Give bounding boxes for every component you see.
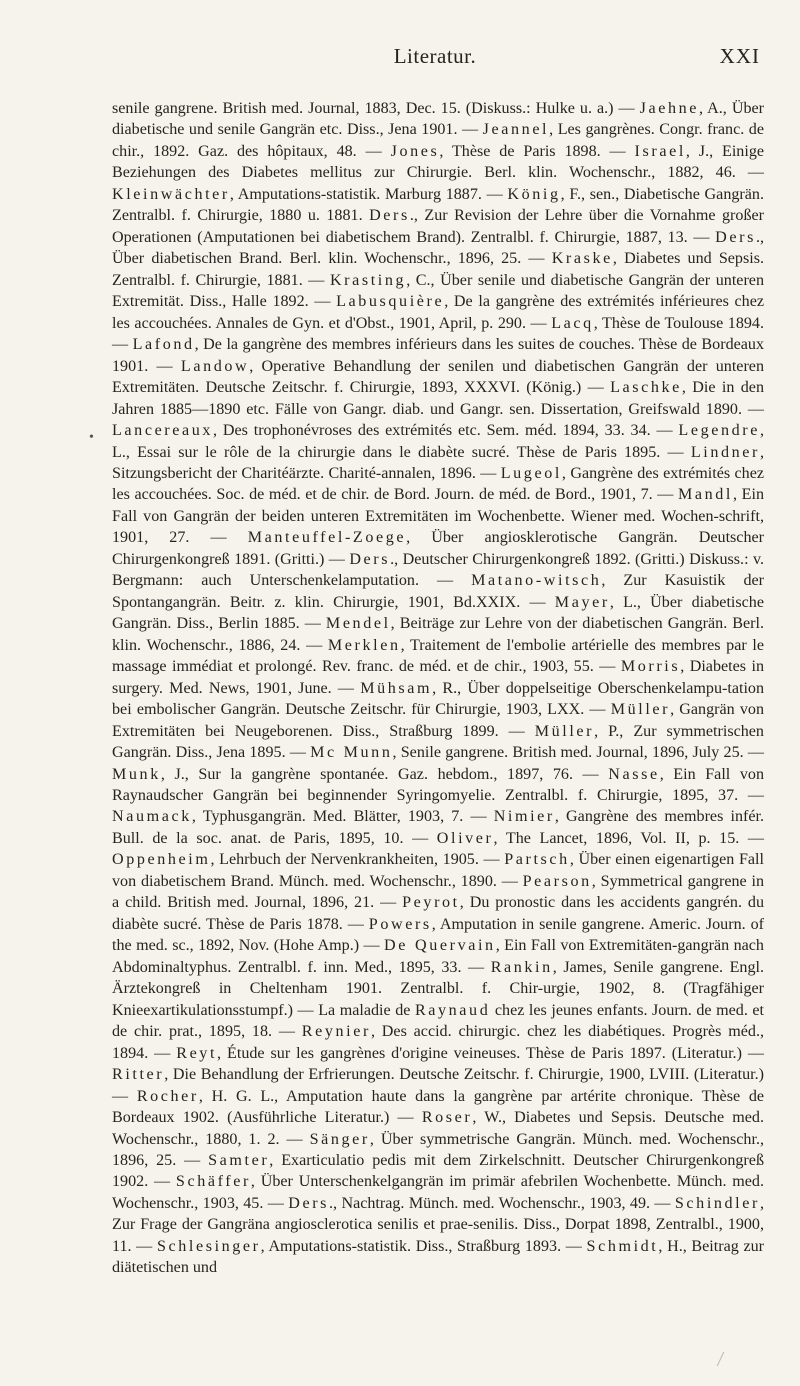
text-segment: , Étude sur les gangrènes d'origine veineuses. Thèse de Paris 1897. (Literatur.) — xyxy=(217,1044,764,1062)
text-segment: , Des trophonévroses des extrémités etc. Sem. méd. 1894, 33. 34. — xyxy=(213,422,679,440)
text-segment: , H., Beitrag zur diätetischen und xyxy=(112,1237,764,1277)
text-segment: , Senile gangrene. British med. Journal, 1896, July 25. — xyxy=(392,744,764,762)
author-name: Laschke xyxy=(610,379,682,397)
author-name: Matano-witsch xyxy=(471,572,602,590)
author-name: Ders xyxy=(715,228,756,246)
author-name: Lindner xyxy=(690,443,760,461)
author-name: Schlesinger xyxy=(156,1237,261,1255)
text-segment: ., Über diabetischen Brand. Berl. klin. Wochenschr., 1896, 25. — xyxy=(112,228,764,268)
author-name: Nimier xyxy=(493,808,555,826)
author-name: Manteuffel-Zoege xyxy=(247,529,407,547)
text-segment: , H. G. L., Amputation haute dans la gangrène par artérite chronique. Thèse de Bordeaux 1902. (Ausführliche Literatur.) — xyxy=(112,1087,765,1127)
text-segment: , J., Einige Beziehungen des Diabetes mellitus zur Chirurgie. Berl. klin. Wochenschr., 1882, 46. — xyxy=(112,142,765,182)
text-segment: , Über einen eigenartigen Fall von diabetischem Brand. Münch. med. Wochenschr., 1890. — xyxy=(112,851,764,890)
text-segment: , Lehrbuch der Nervenkrankheiten, 1905. — xyxy=(210,851,505,869)
text-segment: , Les gangrènes. Congr. franc. de chir., 1892. Gaz. des hôpitaux, 48. — xyxy=(112,121,764,160)
text-segment: , Des accid. chirurgic. chez les diabétiques. Progrès méd., 1894. — xyxy=(112,1023,764,1062)
author-name: Lugeol xyxy=(500,464,562,482)
text-segment: , Amputations-statistik. Marburg 1887. — xyxy=(229,185,508,203)
author-name: Reynier xyxy=(301,1023,371,1041)
text-segment: , Thèse de Paris 1898. — xyxy=(439,142,635,160)
text-segment: , Amputations-statistik. Diss., Straßburg 1893. — xyxy=(260,1237,587,1255)
text-segment: , The Lancet, 1896, Vol. II, p. 15. — xyxy=(493,829,764,847)
author-name: Mayer xyxy=(554,593,610,611)
text-segment: , Traitement de l'embolie artérielle des membres par le massage immédiat et prolongé. Rev. franc. de méd. et de chir., 1903, 55. — xyxy=(112,636,764,676)
author-name: Schmidt xyxy=(586,1237,659,1255)
author-name: Mühsam xyxy=(360,679,433,697)
bibliography-text xyxy=(112,98,764,1279)
text-segment: , Über Unterschenkelgangrän im primär afebrilen Wochenbette. Münch. med. Wochenschr., 1903, 45. — xyxy=(112,1173,765,1212)
author-name: Sänger xyxy=(309,1130,370,1148)
text-segment: , Ein Fall von Gangrän der beiden unteren Extremitäten im Wochenbette. Wiener med. Wochen-schrift, 1901, 27. — xyxy=(112,486,764,547)
text-segment: , Gangrène des membres infér. Bull. de la soc. anat. de Paris, 1895, 10. — xyxy=(112,808,764,847)
text-segment: , Beiträge zur Lehre von der diabetischen Gangrän. Berl. klin. Wochenschr., 1886, 24. — xyxy=(112,615,764,654)
text-segment: , Du pronostic dans les accidents gangrén. du diabète sucré. Thèse de Paris 1878. — xyxy=(112,894,765,933)
author-name: Lancereaux xyxy=(112,422,214,440)
author-name: Schindler xyxy=(674,1194,760,1212)
text-segment: , Ein Fall von Extremitäten-gangrän nach Abdominaltyphus. Zentralbl. f. inn. Med., 1895, 33. — xyxy=(112,937,764,976)
author-name: Landow xyxy=(180,357,250,375)
author-name: Pearson xyxy=(522,872,592,890)
text-segment: , Zur Kasuistik der Spontangangrän. Beitr. z. klin. Chirurgie, 1901, Bd.XXIX. — xyxy=(112,572,764,611)
author-name: De Quervain xyxy=(384,937,496,955)
text-segment: , De la gangrène des membres inférieurs dans les suites de couches. Thèse de Bordeaux 1901. — xyxy=(112,336,764,375)
author-name: Lacq xyxy=(551,314,594,332)
text-segment: , L., Über diabetische Gangrän. Diss., Berlin 1885. — xyxy=(112,593,764,633)
author-name: Peyrot xyxy=(402,894,460,912)
author-name: Jaehne xyxy=(639,100,700,117)
author-name: Roser xyxy=(421,1109,473,1127)
author-name: Müller xyxy=(534,722,595,740)
author-name: Mendel xyxy=(325,615,391,633)
text-segment: , Zur Frage der Gangräna angiosclerotica senilis et prae-senilis. Diss., Dorpat 1898, Zentralbl., 1900, 11. — xyxy=(112,1194,764,1255)
author-name: Mandl xyxy=(677,486,734,504)
text-segment: , Ein Fall von Raynaudscher Gangrän bei beginnender Syringomyelie. Zentralbl. f. Chirurgie, 1895, 37. — xyxy=(112,765,765,804)
author-name: Ders xyxy=(349,550,391,568)
text-segment: ., Deutscher Chirurgenkongreß 1892. (Gritti.) Diskuss.: v. Bergmann: auch Unterschenkelamputation. — xyxy=(112,550,764,590)
text-segment: , P., Zur symmetrischen Gangrän. Diss., Jena 1895. — xyxy=(112,722,764,762)
author-name: Israel xyxy=(634,142,686,160)
author-name: Raynaud xyxy=(414,1001,491,1019)
text-segment: , James, Senile gangrene. Engl. Ärztekongreß in Cheltenham 1901. Zentralbl. f. Chir-urgie, 1902, 8. (Tragfähiger Knieexartikulationsstumpf.) — La maladie de xyxy=(112,958,764,1019)
author-name: Kraske xyxy=(551,250,613,268)
text-segment: , Amputation in senile gangrene. Americ. Journ. of the med. sc., 1892, Nov. (Hohe Amp.) — xyxy=(112,915,764,955)
bibliography-paragraph xyxy=(112,98,764,1279)
pencil-mark xyxy=(717,1352,733,1366)
text-segment: , De la gangrène des extrémités inférieures chez les accouchées. Annales de Gyn. et d'Obst., 1901, April, p. 290. — xyxy=(112,293,765,332)
author-name: Munk xyxy=(112,765,161,783)
author-name: Mc Munn xyxy=(310,744,393,762)
text-segment: , Die Behandlung der Erfrierungen. Deutsche Zeitschr. f. Chirurgie, 1900, LVIII. (Literatur.) — xyxy=(112,1066,764,1105)
author-name: Jones xyxy=(390,142,440,160)
author-name: Rocher xyxy=(136,1087,199,1105)
text-segment: , L., Essai sur le rôle de la chirurgie dans le diabète sucré. Thèse de Paris 1895. — xyxy=(112,422,764,461)
text-segment: , J., Sur la gangrène spontanée. Gaz. hebdom., 1897, 76. — xyxy=(160,765,609,783)
author-name: Ders xyxy=(288,1194,330,1212)
text-segment: , Operative Behandlung der senilen und diabetischen Gangrän der unteren Extremitäten. Deutsche Zeitschr. f. Chirurgie, 1893, XXXVI. (König.) — xyxy=(112,357,764,397)
author-name: Reyt xyxy=(176,1044,218,1062)
author-name: Jeannel xyxy=(482,121,550,139)
text-segment: , Die in den Jahren 1885—1890 etc. Fälle von Gangr. diab. und Gangr. sen. Dissertation, Greifswald 1890. — xyxy=(112,379,764,418)
author-name: Powers xyxy=(368,915,432,933)
text-segment: , Über angiosklerotische Gangrän. Deutscher Chirurgenkongreß 1891. (Gritti.) — xyxy=(112,529,764,568)
text-segment: , W., Diabetes und Sepsis. Deutsche med. Wochenschr., 1880, 1. 2. — xyxy=(112,1109,764,1148)
author-name: Labusquière xyxy=(336,293,445,311)
author-name: Oliver xyxy=(436,829,494,847)
text-segment: , Über symmetrische Gangrän. Münch. med. Wochenschr., 1896, 25. — xyxy=(112,1130,764,1169)
author-name: Merklen xyxy=(327,636,401,654)
author-name: Ders xyxy=(369,207,410,225)
author-name: König xyxy=(507,185,561,203)
text-segment: , Typhusgangrän. Med. Blätter, 1903, 7. — xyxy=(191,808,494,826)
text-segment: ., Nachtrag. Münch. med. Wochenschr., 1903, 49. — xyxy=(329,1194,675,1212)
author-name: Samter xyxy=(208,1151,270,1169)
text-segment: chez les jeunes enfants. Journ. de med. et de chir. prat., 1895, 18. — xyxy=(112,1001,764,1041)
running-title: Literatur. xyxy=(393,44,477,68)
text-segment: , Sitzungsbericht der Charitéärzte. Charité-annalen, 1896. — xyxy=(112,443,764,482)
author-name: Rankin xyxy=(490,958,553,976)
text-segment: , Thèse de Toulouse 1894. — xyxy=(112,314,764,354)
margin-mark: • xyxy=(89,430,94,445)
text-segment: , Diabetes in surgery. Med. News, 1901, June. — xyxy=(112,658,764,697)
page-header xyxy=(110,44,760,74)
author-name: Müller xyxy=(610,701,671,719)
author-name: Oppenheim xyxy=(112,851,211,869)
text-segment: , Gangrène des extrémités chez les accouchées. Soc. de méd. et de chir. de Bord. Journ. de méd. de Bord., 1901, 7. — xyxy=(112,464,764,504)
author-name: Naumack xyxy=(112,808,192,826)
author-name: Schäffer xyxy=(175,1173,251,1191)
text-segment: , Exarticulatio pedis mit dem Zirkelschnitt. Deutscher Chirurgenkongreß 1902. — xyxy=(112,1151,764,1191)
text-segment: senile gangrene. British med. Journal, 1883, Dec. 15. (Diskuss.: Hulke u. a.) — xyxy=(112,100,640,117)
text-segment: , Diabetes und Sepsis. Zentralbl. f. Chirurgie, 1881. — xyxy=(112,250,765,289)
author-name: Kleinwächter xyxy=(112,185,230,203)
text-segment: , Gangrän von Extremitäten bei Neugeborenen. Diss., Straßburg 1899. — xyxy=(112,701,764,740)
text-segment: , A., Über diabetische und senile Gangrän etc. Diss., Jena 1901. — xyxy=(112,100,764,139)
author-name: Nasse xyxy=(608,765,660,783)
page-number: XXI xyxy=(719,44,760,68)
text-segment: , Symmetrical gangrene in a child. British med. Journal, 1896, 21. — xyxy=(112,872,764,912)
text-segment: , R., Über doppelseitige Oberschenkelampu-tation bei embolischer Gangrän. Deutsche Zeitschr. für Chirurgie, 1903, LXX. — xyxy=(112,679,765,719)
author-name: Ritter xyxy=(112,1066,165,1084)
text-segment: , C., Über senile und diabetische Gangrän der unteren Extremität. Diss., Halle 1892. — xyxy=(112,271,764,311)
text-segment: , F., sen., Diabetische Gangrän. Zentralbl. f. Chirurgie, 1880 u. 1881. xyxy=(112,185,764,225)
text-segment: ., Zur Revision der Lehre über die Vornahme großer Operationen (Amputationen bei diabetischem Brand). Zentralbl. f. Chirurgie, 1887, 13. — xyxy=(112,207,764,246)
author-name: Morris xyxy=(620,658,681,676)
author-name: Partsch xyxy=(504,851,570,869)
author-name: Lafond xyxy=(132,336,195,354)
author-name: Legendre xyxy=(678,422,760,440)
author-name: Krasting xyxy=(329,271,407,289)
